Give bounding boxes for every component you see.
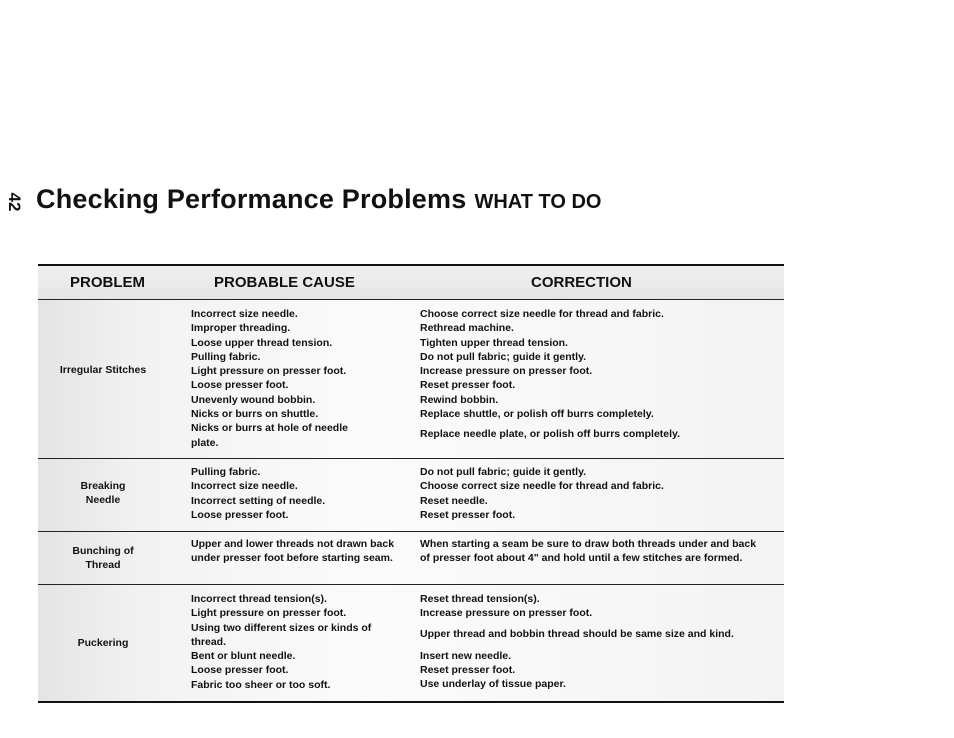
table-bottom-rule	[38, 701, 784, 703]
cause-column	[191, 465, 391, 522]
cause-column	[191, 307, 391, 450]
cause-column	[191, 537, 396, 566]
correction-item: Use underlay of tissue paper.	[420, 678, 566, 691]
cause-item: Fabric too sheer or too soft.	[191, 678, 331, 691]
problem-label: Breaking Needle	[80, 480, 126, 506]
correction-item: Reset presser foot.	[420, 379, 516, 392]
cause-item: Light pressure on presser foot.	[191, 607, 347, 620]
correction-item: When starting a seam be sure to draw both threads under and back of presser foot about 4" and hold until a few stitches are formed.	[420, 538, 757, 565]
cause-item: Light pressure on presser foot.	[191, 365, 347, 378]
cause-item: Loose presser foot.	[191, 664, 289, 677]
correction-item: Replace shuttle, or polish off burrs completely.	[420, 408, 654, 421]
cause-item: Nicks or burrs on shuttle.	[191, 408, 319, 421]
cause-item: Incorrect setting of needle.	[191, 494, 326, 507]
cause-item: Using two different sizes or kinds of thread.	[191, 621, 372, 648]
cause-item: Incorrect thread tension(s).	[191, 593, 327, 605]
page-heading	[36, 184, 601, 215]
header-correction: CORRECTION	[531, 274, 632, 291]
correction-item: Reset presser foot.	[420, 508, 516, 521]
cause-column	[191, 592, 391, 692]
correction-item: Increase pressure on presser foot.	[420, 607, 593, 620]
correction-item: Upper thread and bobbin thread should be same size and kind.	[420, 627, 734, 640]
correction-column	[420, 592, 780, 692]
correction-column	[420, 537, 768, 566]
correction-item: Rewind bobbin.	[420, 393, 499, 406]
cause-item: Incorrect size needle.	[191, 480, 298, 493]
cause-item: Unevenly wound bobbin.	[191, 393, 316, 406]
header-problem: PROBLEM	[70, 274, 145, 291]
correction-item: Tighten upper thread tension.	[420, 336, 568, 349]
correction-item: Reset needle.	[420, 494, 488, 507]
cause-item: Loose presser foot.	[191, 508, 289, 521]
section-irregular-stitches	[38, 300, 784, 458]
problem-label: Puckering	[77, 637, 129, 649]
problem-label: Bunching of Thread	[72, 545, 134, 571]
cause-item: Upper and lower threads not drawn back under presser foot before starting seam.	[191, 538, 395, 565]
cause-item: Pulling fabric.	[191, 350, 261, 363]
page-number: 42	[5, 192, 24, 212]
correction-item: Choose correct size needle for thread and fabric.	[420, 480, 664, 493]
cause-item: Nicks or burrs at hole of needle plate.	[191, 422, 348, 449]
correction-item: Do not pull fabric; guide it gently.	[420, 466, 587, 478]
header-probable-cause: PROBABLE CAUSE	[214, 274, 355, 291]
problem-label: Irregular Stitches	[59, 364, 147, 376]
correction-item: Increase pressure on presser foot.	[420, 365, 593, 378]
correction-item: Replace needle plate, or polish off burrs completely.	[420, 428, 681, 441]
cause-item: Loose upper thread tension.	[191, 336, 333, 349]
correction-item: Rethread machine.	[420, 322, 514, 335]
section-bunching-of-thread	[38, 532, 784, 584]
table-header-row	[38, 266, 784, 299]
cause-item: Improper threading.	[191, 322, 291, 335]
correction-item: Insert new needle.	[420, 649, 512, 662]
section-breaking-needle	[38, 459, 784, 531]
correction-column	[420, 465, 780, 522]
correction-item: Do not pull fabric; guide it gently.	[420, 350, 587, 363]
correction-item: Choose correct size needle for thread and fabric.	[420, 308, 664, 320]
correction-item: Reset thread tension(s).	[420, 593, 540, 605]
cause-item: Pulling fabric.	[191, 466, 261, 478]
cause-item: Incorrect size needle.	[191, 308, 298, 320]
correction-item: Reset presser foot.	[420, 664, 516, 677]
cause-item: Loose presser foot.	[191, 379, 289, 392]
page-subtitle: WHAT TO DO	[474, 191, 602, 213]
page-title: Checking Performance Problems	[36, 184, 467, 214]
correction-column	[420, 307, 780, 442]
troubleshooting-table	[38, 264, 784, 703]
section-puckering	[38, 585, 784, 701]
cause-item: Bent or blunt needle.	[191, 650, 296, 663]
